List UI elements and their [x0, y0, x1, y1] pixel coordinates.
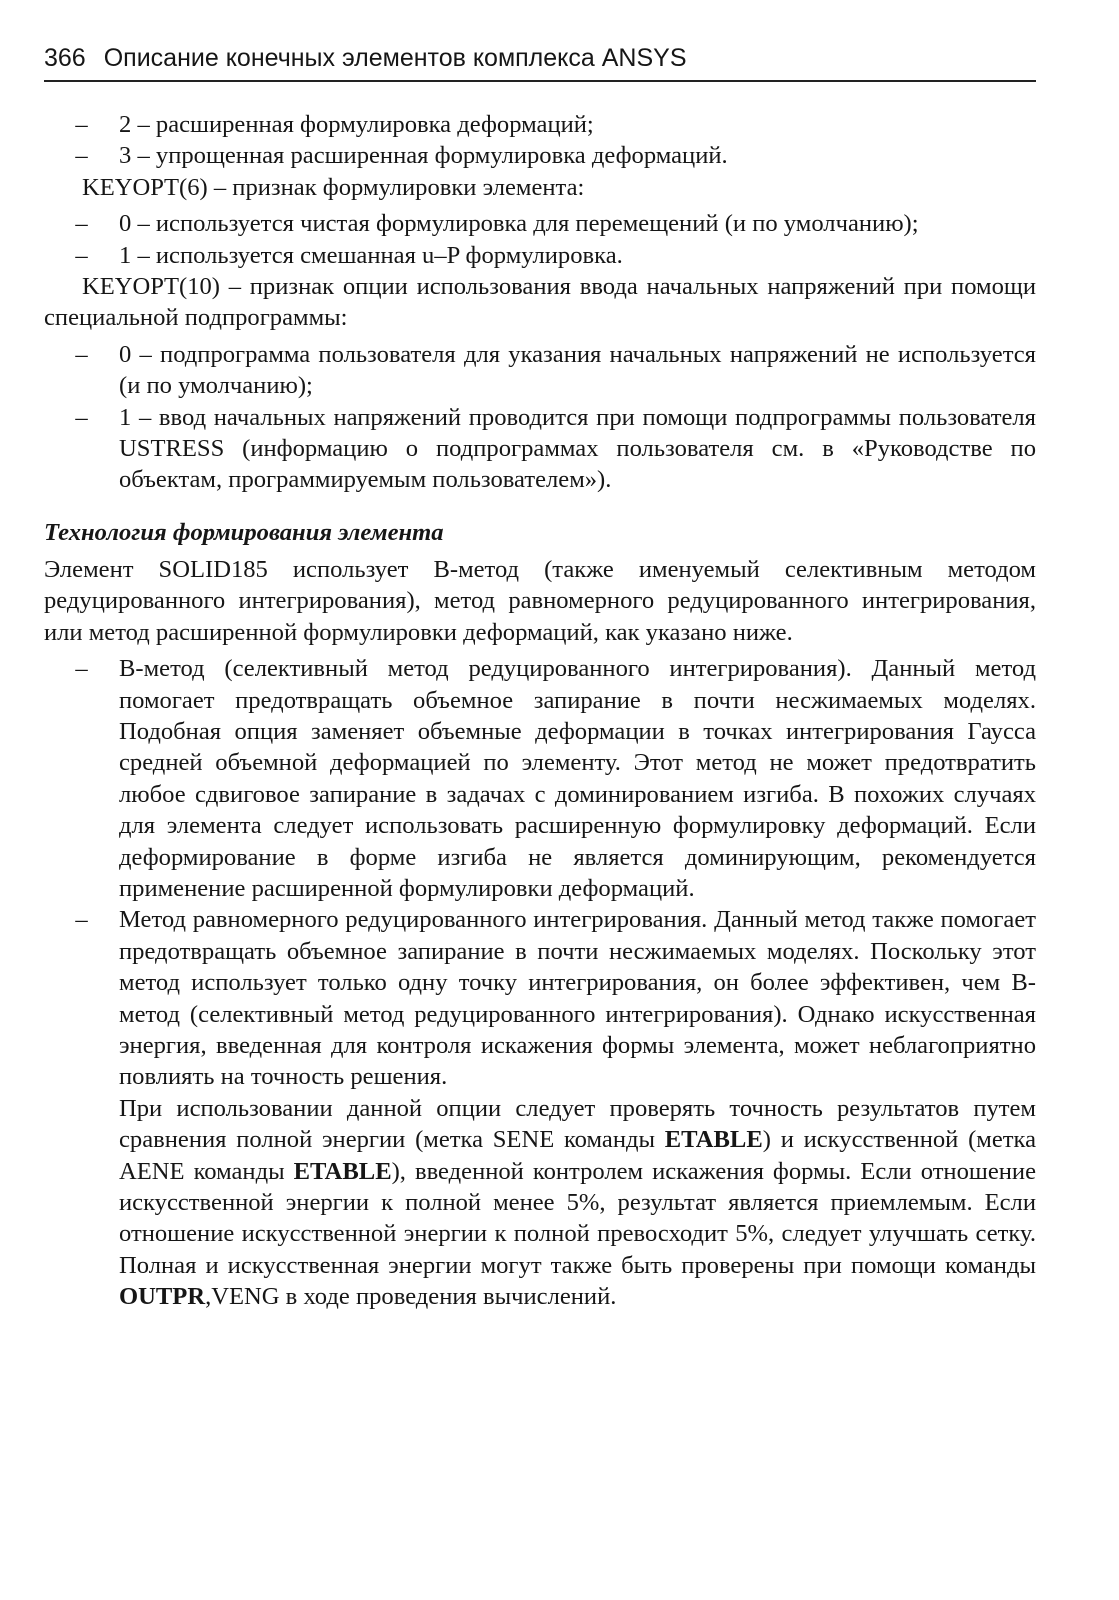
strain-option-3: 3 – упрощенная расширенная формулировка деформаций.	[119, 142, 728, 170]
list-item	[44, 208, 1036, 239]
bmethod-paragraph: B-метод (селективный метод редуцированного интегрирования). Данный метод помогает предотвращать объемное запирание в почти несжимаемых моделях. Подобная опция заменяет объемные деформации в точках интегрирования Гаусса средней объемной деформацией по элементу. Этот метод не может предотвратить любое сдвиговое запирание в задачах с доминированием изгиба. В похожих случаях для элемента следует использовать расширенную формулировку деформаций. Если деформирование в форме изгиба не является доминирующим, рекомендуется применение расширенной формулировки деформаций.	[119, 655, 1036, 902]
book-page	[44, 36, 1036, 1313]
list-dash: –	[75, 241, 88, 269]
list-dash: –	[75, 403, 88, 431]
list-dash: –	[75, 655, 88, 683]
outpr-command: OUTPR	[119, 1283, 206, 1311]
list-item	[44, 339, 1036, 402]
list-dash: –	[75, 111, 88, 138]
etable-command: ETABLE	[664, 1126, 763, 1154]
list-dash: –	[75, 210, 88, 238]
keyopt6-option-1: 1 – используется смешанная u–P формулировка.	[119, 241, 623, 269]
etable-command: ETABLE	[293, 1157, 392, 1185]
list-item	[44, 240, 1036, 271]
page-body	[44, 109, 1036, 1313]
list-item	[44, 653, 1036, 904]
keyopt6-label: KEYOPT(6) – признак формулировки элемента:	[82, 173, 585, 201]
header-title: Описание конечных элементов комплекса ANSYS	[103, 44, 687, 72]
list-item	[44, 109, 1036, 140]
list-dash: –	[75, 906, 88, 934]
section-heading: Технология формирования элемента	[44, 518, 444, 546]
list-dash: –	[75, 340, 88, 368]
keyopt6-option-0: 0 – используется чистая формулировка для перемещений (и по умолчанию);	[119, 210, 919, 238]
energy-text-3: ), введенной контролем искажения формы. Если отношение искусственной энергии к полной менее 5%, результат является приемлемым. Если отношение искусственной энергии к полной превосходит 5%, следует улучшать сетку. Полная и искусственная энергии могут также быть проверены при помощи команды	[119, 1157, 1036, 1279]
page-number: 366	[44, 44, 86, 72]
energy-check-paragraph	[119, 1093, 1036, 1313]
keyopt10-label: KEYOPT(10) – признак опции использования ввода начальных напряжений при помощи специальной подпрограммы:	[44, 273, 1036, 332]
keyopt10-option-0: 0 – подпрограмма пользователя для указания начальных напряжений не используется (и по умолчанию);	[119, 340, 1036, 400]
running-header	[44, 36, 1036, 82]
list-item	[44, 904, 1036, 1092]
energy-text-4: ,VENG в ходе проведения вычислений.	[205, 1283, 617, 1311]
uniform-method-paragraph: Метод равномерного редуцированного интегрирования. Данный метод также помогает предотвращать объемное запирание в почти несжимаемых моделях. Поскольку этот метод использует только одну точку интегрирования, он более эффективен, чем B-метод (селективный метод редуцированного интегрирования). Однако искусственная энергия, введенная для контроля искажения формы элемента, может неблагоприятно повлиять на точность решения.	[119, 906, 1036, 1091]
strain-option-2: 2 – расширенная формулировка деформаций;	[119, 111, 594, 138]
list-dash: –	[75, 142, 88, 170]
keyopt10-option-1: 1 – ввод начальных напряжений проводится при помощи подпрограммы пользователя USTRESS (информацию о подпрограммах пользователя см. в «Руководстве по объектам, программируемым пользователем»).	[119, 403, 1036, 494]
list-item	[44, 402, 1036, 496]
intro-paragraph: Элемент SOLID185 использует B-метод (также именуемый селективным методом редуцированного интегрирования), метод равномерного редуцированного интегрирования, или метод расширенной формулировки деформаций, как указано ниже.	[44, 555, 1036, 646]
energy-text-2: ) и искусственной (метка AENE команды	[119, 1126, 1036, 1185]
list-item	[44, 140, 1036, 171]
energy-text-1: При использовании данной опции следует проверять точность результатов путем сравнения полной энергии (метка SENE команды	[119, 1094, 1036, 1154]
